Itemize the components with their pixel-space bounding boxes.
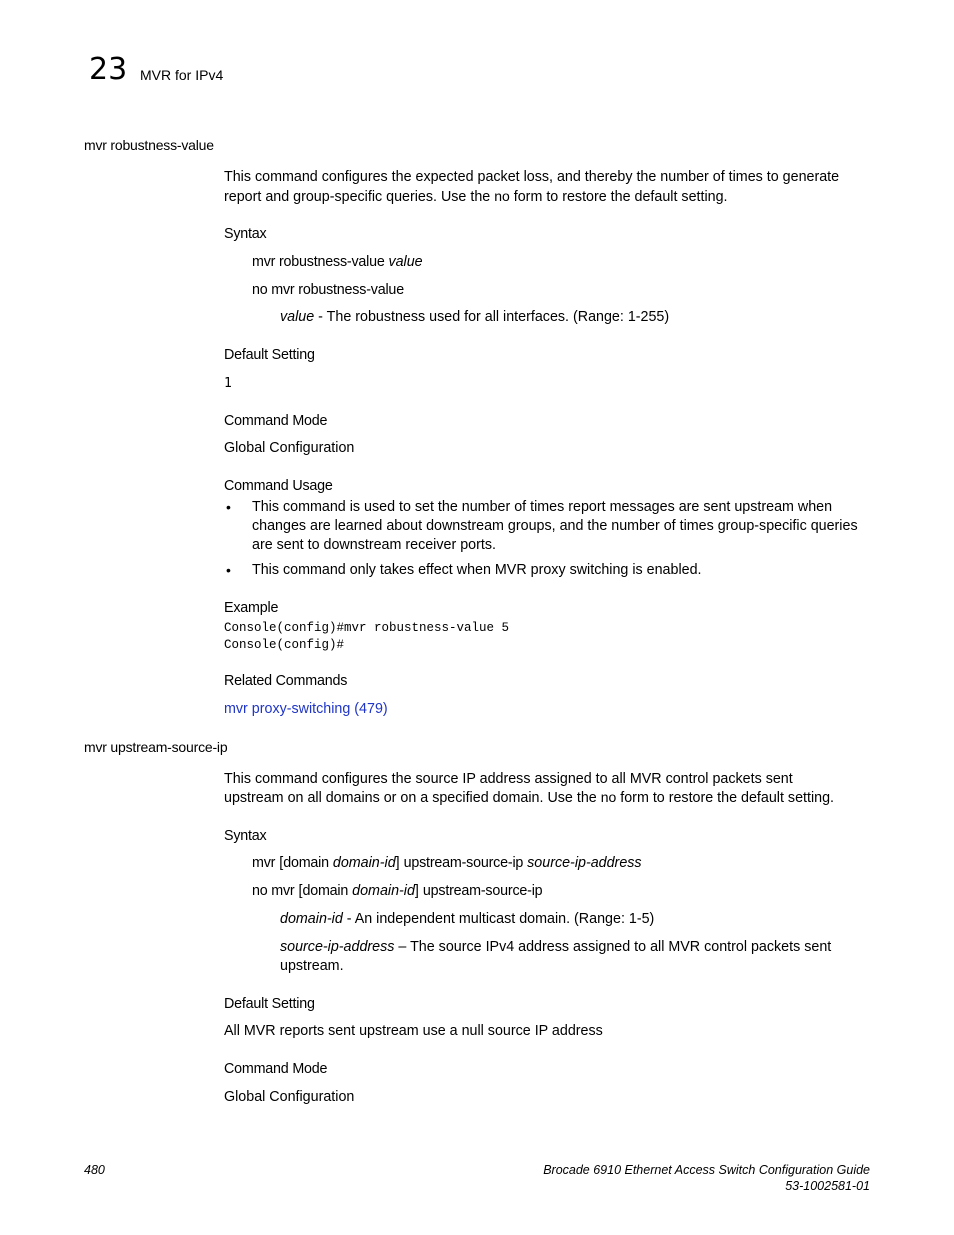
- usage-bullet: This command only takes effect when MVR proxy switching is enabled.: [252, 562, 702, 578]
- syntax-label: Syntax: [224, 828, 267, 844]
- bullet-icon: •: [226, 499, 231, 515]
- parameter-description: domain-id - An independent multicast domain. (Range: 1-5): [280, 911, 655, 927]
- default-setting-value: 1: [224, 376, 232, 391]
- syntax-line: mvr [domain domain-id] upstream-source-ip source-ip-address: [252, 855, 642, 871]
- parameter-description: upstream.: [280, 958, 344, 974]
- bullet-icon: •: [226, 562, 231, 578]
- command-mode-label: Command Mode: [224, 1061, 328, 1077]
- description-line: report and group-specific queries. Use the no form to restore the default setting.: [224, 188, 728, 205]
- description-line: This command configures the expected packet loss, and thereby the number of times to generate: [224, 169, 840, 185]
- document-number: 53-1002581-01: [785, 1179, 870, 1193]
- syntax-line: no mvr [domain domain-id] upstream-source-ip: [252, 883, 543, 899]
- description-line: This command configures the source IP address assigned to all MVR control packets sent: [224, 771, 793, 787]
- command-heading-robustness: mvr robustness-value: [84, 137, 214, 153]
- chapter-title: MVR for IPv4: [140, 67, 224, 83]
- default-setting-label: Default Setting: [224, 347, 315, 363]
- command-mode-label: Command Mode: [224, 413, 328, 429]
- usage-bullet: This command is used to set the number of times report messages are sent upstream when changes are learned about downstream groups, and the number of times group-specific queries are sent to downstream receiver ports.: [252, 499, 858, 553]
- chapter-number: 23: [89, 52, 128, 87]
- example-label: Example: [224, 600, 279, 616]
- document-title: Brocade 6910 Ethernet Access Switch Configuration Guide: [543, 1163, 870, 1177]
- syntax-label: Syntax: [224, 226, 267, 242]
- parameter-description: value - The robustness used for all interfaces. (Range: 1-255): [280, 309, 670, 325]
- default-setting-value: All MVR reports sent upstream use a null source IP address: [224, 1023, 603, 1039]
- parameter-description: source-ip-address – The source IPv4 address assigned to all MVR control packets sent: [280, 939, 832, 955]
- code-line: Console(config)#: [224, 638, 345, 652]
- related-command-link[interactable]: mvr proxy-switching (479): [224, 701, 388, 717]
- syntax-line: mvr robustness-value value: [252, 254, 423, 270]
- related-commands-label[interactable]: Related Commands: [224, 673, 348, 689]
- page-number: 480: [84, 1163, 105, 1177]
- command-mode-value: Global Configuration: [224, 1089, 355, 1105]
- command-heading-upstream-source-ip: mvr upstream-source-ip: [84, 739, 228, 755]
- default-setting-label: Default Setting: [224, 996, 315, 1012]
- command-usage-label: Command Usage: [224, 478, 333, 494]
- description-line: upstream on all domains or on a specified domain. Use the no form to restore the default setting.: [224, 789, 835, 806]
- command-mode-value: Global Configuration: [224, 440, 355, 456]
- syntax-line: no mvr robustness-value: [252, 282, 404, 298]
- keyword-no: no: [600, 789, 617, 805]
- code-line: Console(config)#mvr robustness-value 5: [224, 621, 510, 635]
- keyword-no: no: [494, 188, 510, 204]
